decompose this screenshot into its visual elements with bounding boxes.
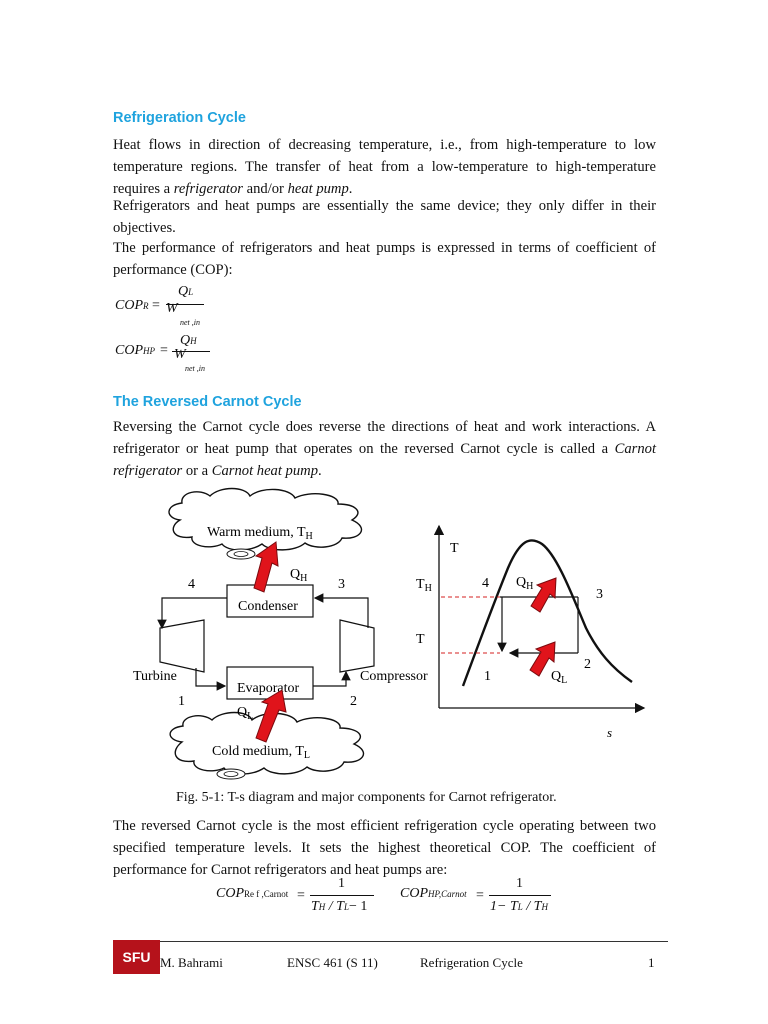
ts-ql-label: $Q_L$ bbox=[551, 669, 568, 686]
ts-axis-t-label: T bbox=[450, 541, 459, 556]
formula-denominator: TH / TL− 1 bbox=[311, 899, 368, 914]
equals-sign: = bbox=[476, 888, 484, 903]
formula-numerator: 1 bbox=[338, 876, 345, 891]
footer-divider bbox=[113, 941, 668, 942]
ts-axis-s-label: s bbox=[607, 725, 613, 740]
formula-numerator: QL bbox=[178, 284, 194, 299]
warm-medium-label: Warm medium, $T_H$ bbox=[207, 525, 313, 542]
ts-th-label: $T_H$ bbox=[416, 577, 432, 594]
equals-sign: = bbox=[152, 298, 160, 313]
evaporator-label: Evaporator bbox=[237, 681, 300, 696]
text-run: . bbox=[318, 463, 322, 479]
section-heading-refrigeration-cycle: Refrigeration Cycle bbox=[113, 110, 246, 126]
paragraph-performance: The performance of refrigerators and heat pumps is expressed in terms of coefficient of performance (COP): bbox=[113, 240, 656, 278]
ts-point-4: 4 bbox=[482, 576, 489, 591]
flow-line-2 bbox=[313, 672, 346, 686]
saturation-dome bbox=[463, 540, 632, 686]
text-run: Heat flows in direction of decreasing temperature, i.e., from high-temperature to low temperature regions. The transfer of heat from a low-temperature to high-temperature requires a bbox=[113, 137, 656, 197]
text-run: or a bbox=[182, 463, 212, 479]
ts-qh-arrow bbox=[531, 578, 556, 612]
text-run: and/or bbox=[242, 181, 288, 197]
state-label-1: 1 bbox=[178, 694, 185, 709]
warm-medium-cloud bbox=[169, 489, 362, 560]
italic-term: Carnot heat pump bbox=[211, 463, 318, 479]
text-run: Reversing the Carnot cycle does reverse the directions of heat and work interactions. A refrigerator or heat pump that operates on the reversed Carnot cycle is called a bbox=[113, 419, 656, 457]
equals-sign: = bbox=[160, 343, 168, 358]
text-run: . bbox=[348, 181, 353, 197]
formula-denominator-sub: net ,in bbox=[180, 318, 200, 327]
figure-caption: Fig. 5-1: T-s diagram and major components for Carnot refrigerator. bbox=[176, 790, 557, 805]
condenser-label: Condenser bbox=[238, 599, 298, 614]
section-heading-reversed-carnot: The Reversed Carnot Cycle bbox=[113, 394, 302, 410]
formula-numerator: 1 bbox=[516, 876, 523, 891]
formula-lhs: COPHP bbox=[115, 343, 155, 358]
ts-point-1: 1 bbox=[484, 669, 491, 684]
cold-medium-label: Cold medium, $T_L$ bbox=[212, 744, 311, 761]
ts-tl-label: T bbox=[416, 632, 425, 647]
compressor-shape bbox=[340, 620, 374, 672]
state-label-2: 2 bbox=[350, 694, 357, 709]
formula-lhs: COPHP,Carnot bbox=[400, 886, 467, 901]
formula-denominator-sub: net ,in bbox=[185, 364, 205, 373]
qh-label: $Q_H$ bbox=[290, 567, 308, 584]
ts-point-3: 3 bbox=[596, 587, 603, 602]
state-label-3: 3 bbox=[338, 577, 345, 592]
fraction-bar bbox=[310, 895, 374, 896]
sfu-logo: SFU bbox=[113, 940, 160, 974]
footer-author: M. Bahrami bbox=[160, 955, 223, 970]
footer-title: Refrigeration Cycle bbox=[420, 955, 523, 970]
ts-point-2: 2 bbox=[584, 657, 591, 672]
italic-term: Carnot refrigerator bbox=[113, 441, 656, 479]
italic-term: refrigerator bbox=[173, 181, 243, 197]
formula-lhs: COPR bbox=[115, 298, 149, 313]
turbine-label: Turbine bbox=[133, 669, 177, 684]
paragraph-most-efficient: The reversed Carnot cycle is the most efficient refrigeration cycle operating between two specified temperature levels. It sets the highest theoretical COP. The coefficient of performance for Carnot refrigerators and heat pumps are: bbox=[113, 818, 656, 878]
formula-lhs: COPRe f ,Carnot bbox=[216, 886, 289, 901]
italic-term: heat pump bbox=[287, 181, 349, 197]
formula-denominator: W bbox=[166, 301, 178, 316]
state-label-4: 4 bbox=[188, 577, 195, 592]
footer-page-number: 1 bbox=[648, 955, 655, 970]
compressor-label: Compressor bbox=[360, 669, 428, 684]
formula-numerator: QH bbox=[180, 333, 197, 348]
formula-denominator: 1− TL / TH bbox=[490, 899, 548, 914]
paragraph-refrigerators: Refrigerators and heat pumps are essentially the same device; they only differ in their objectives. bbox=[113, 198, 656, 236]
equals-sign: = bbox=[297, 888, 305, 903]
ql-label: $Q_L$ bbox=[237, 705, 254, 722]
ts-qh-label: $Q_H$ bbox=[516, 575, 534, 592]
turbine-shape bbox=[160, 620, 204, 672]
fraction-bar bbox=[489, 895, 551, 896]
formula-denominator: W bbox=[174, 347, 186, 362]
footer-course: ENSC 461 (S 11) bbox=[287, 955, 378, 970]
